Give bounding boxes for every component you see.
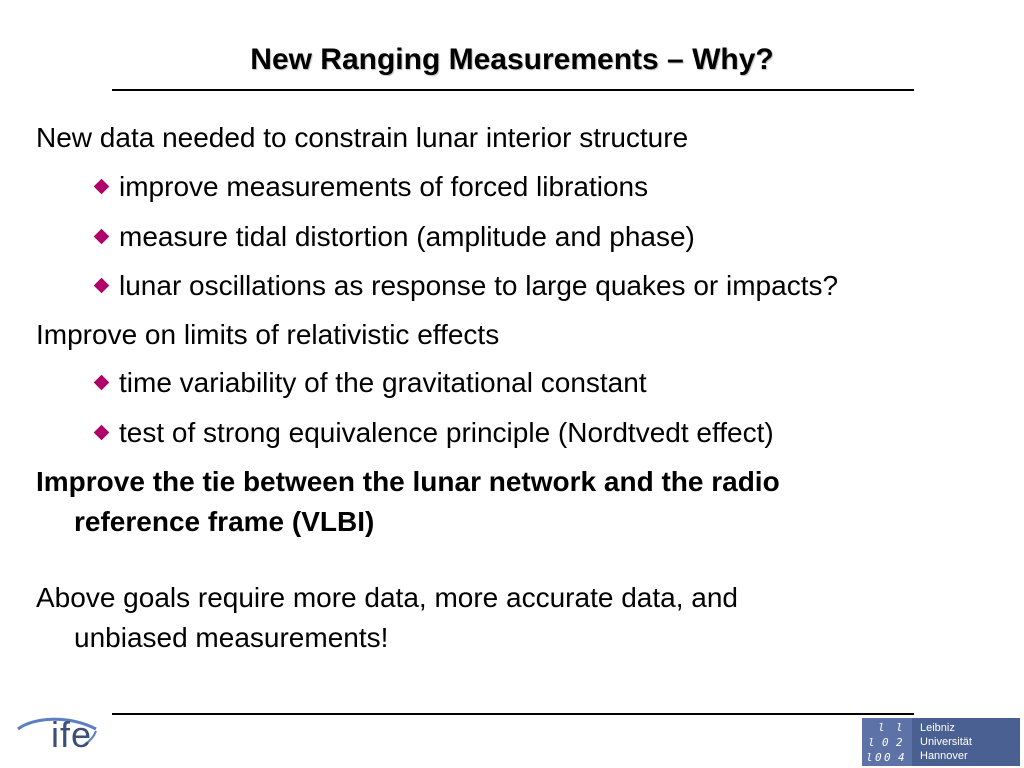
diamond-bullet-icon	[94, 179, 110, 195]
binary-grid-icon: l l l 0 2 l 0 0 4	[862, 718, 912, 766]
diamond-bullet-icon	[94, 425, 110, 441]
diamond-bullet-icon	[94, 278, 110, 294]
sub-point-tidal-distortion	[88, 217, 695, 257]
university-name-line: Leibniz	[920, 722, 955, 734]
sub-point-equivalence-principle	[88, 413, 774, 453]
footer-divider	[112, 713, 914, 715]
ife-logo-text: ife	[51, 714, 93, 755]
main-point-lunar-interior: New data needed to constrain lunar interior structure	[36, 122, 689, 153]
sub-point-text: time variability of the gravitational constant	[119, 367, 647, 398]
sub-point-text: measure tidal distortion (amplitude and phase)	[119, 221, 695, 252]
main-point-lunar-network-tie: Improve the tie between the lunar network and the radio	[36, 466, 780, 497]
university-name	[920, 721, 972, 763]
diamond-bullet-icon	[94, 375, 110, 391]
main-point-lunar-network-tie-continued: reference frame (VLBI)	[74, 506, 375, 537]
sub-point-librations	[88, 167, 648, 207]
diamond-bullet-icon	[94, 229, 110, 245]
university-name-line: Universität	[920, 736, 972, 748]
sub-point-lunar-oscillations	[88, 266, 838, 306]
conclusion-text: Above goals require more data, more accurate data, and	[36, 582, 738, 613]
ife-logo	[14, 715, 100, 755]
conclusion-text-continued: unbiased measurements!	[74, 622, 389, 653]
sub-point-text: improve measurements of forced librations	[119, 171, 649, 202]
title-divider	[112, 89, 914, 91]
sub-point-text: lunar oscillations as response to large quakes or impacts?	[119, 270, 839, 301]
sub-point-text: test of strong equivalence principle (Nordtvedt effect)	[119, 417, 774, 448]
leibniz-university-logo	[862, 718, 1020, 766]
slide-title: New Ranging Measurements – Why?	[250, 43, 774, 76]
main-point-relativistic-effects: Improve on limits of relativistic effects	[36, 319, 500, 350]
sub-point-gravitational-constant	[88, 363, 647, 403]
university-name-line: Hannover	[920, 750, 968, 762]
